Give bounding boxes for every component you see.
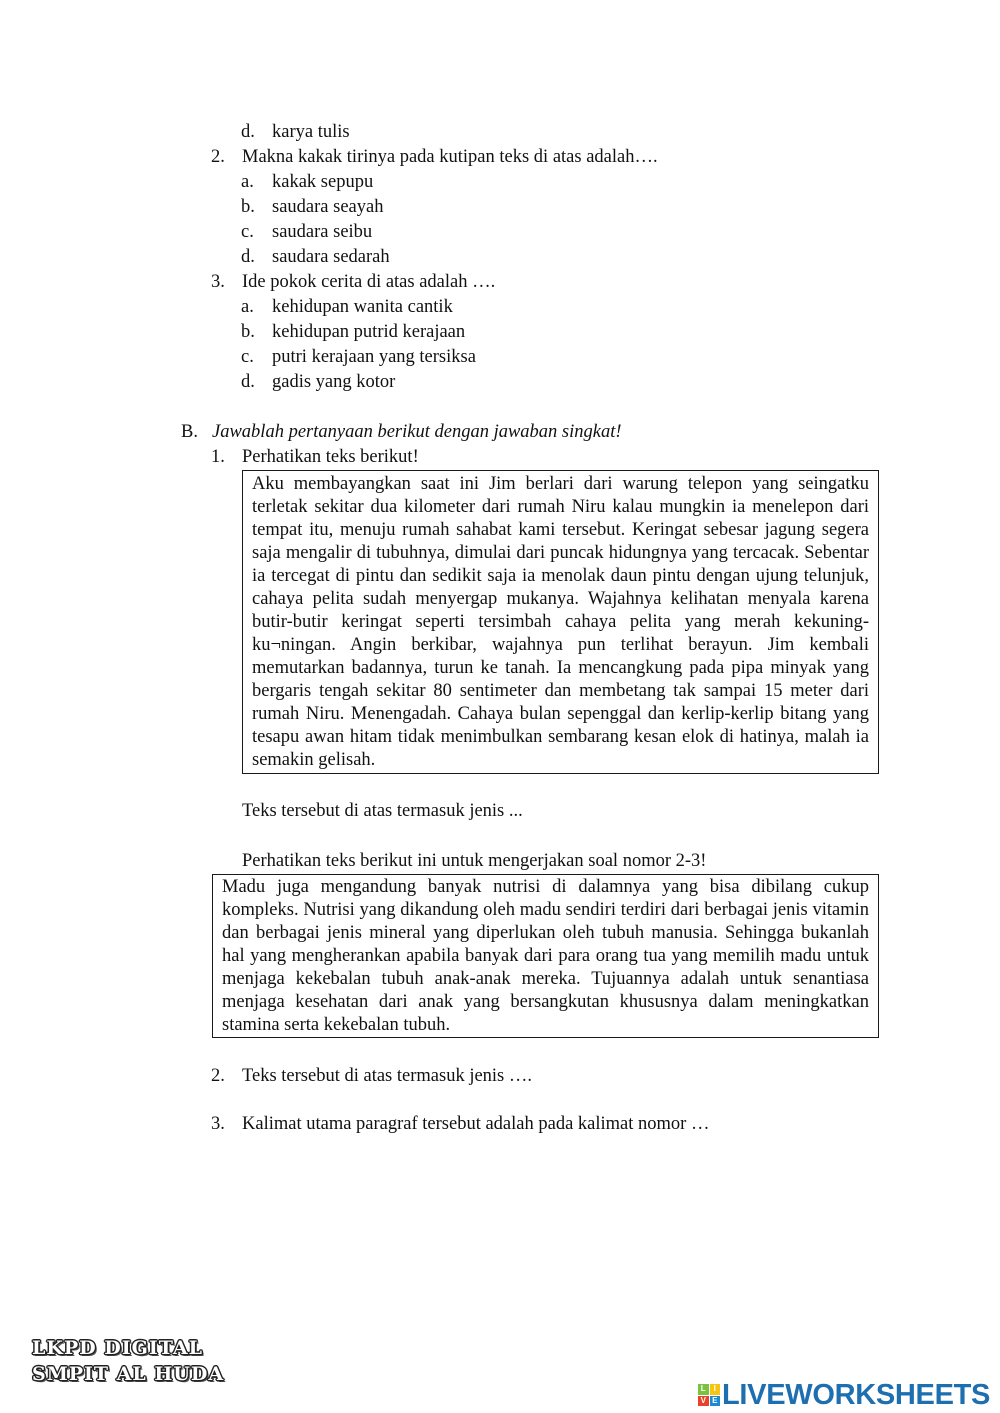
liveworksheets-wordmark: LIVEWORKSHEETS — [722, 1378, 991, 1411]
option-letter: c. — [241, 347, 254, 367]
option-text: kehidupan putrid kerajaan — [272, 322, 466, 342]
question-text: Teks tersebut di atas termasuk jenis ... — [242, 801, 523, 821]
question-number: 3. — [211, 1114, 225, 1134]
option-letter: a. — [241, 172, 254, 192]
option-text: gadis yang kotor — [272, 372, 396, 392]
option-text: kehidupan wanita cantik — [272, 297, 453, 317]
question-text: Makna kakak tirinya pada kutipan teks di atas adalah…. — [242, 147, 658, 167]
school-label-line1: LKPD DIGITAL — [32, 1337, 203, 1359]
option-letter: c. — [241, 222, 254, 242]
passage-text-1: Aku membayangkan saat ini Jim berlari dari warung telepon yang seingatku terletak sekitar dua kilometer dari rumah Niru kalau mungkin ia menelepon dari tempat itu, menuju rumah sahabat kami tersebut. Keringat sebesar jagung segera saja mengalir di tubuhnya, dimulai dari puncak hidungnya yang tercacak. Sebentar ia tercegat di pintu dan sedikit saja ia menolak daun pintu dengan ujung telunjuk, cahaya pelita sudah menyergap mukanya. Wajahnya kelihatan menyala karena butir-butir keringat seperti tersimbah cahaya pelita yang merah kekuning-ku¬ningan. Angin berkibar, wajahnya pun terlihat berayun. Jim kembali memutarkan badannya, turun ke tanah. Ia mencangkung pada pipa minyak yang bergaris tengah sekitar 80 sentimeter dan membetang tak sampai 15 meter dari rumah Niru. Menengadah. Cahaya bulan sepenggal dan kerlip-kerlip bitang yang tesapu awan hitam tidak menimbulkan sembarang kesan elok di hatinya, malah ia semakin gelisah. — [252, 474, 869, 770]
liveworksheets-logo-icon — [698, 1384, 720, 1406]
logo-letter: E — [710, 1396, 721, 1407]
section-letter: B. — [181, 422, 198, 442]
question-text: Kalimat utama paragraf tersebut adalah pada kalimat nomor … — [242, 1114, 710, 1134]
intro-questions-2-3 — [242, 849, 706, 874]
option-text: karya tulis — [272, 122, 350, 142]
option-text: kakak sepupu — [272, 172, 374, 192]
intro-text: Perhatikan teks berikut ini untuk mengerjakan soal nomor 2-3! — [242, 851, 707, 871]
option-letter: b. — [241, 322, 255, 342]
option-letter: d. — [241, 372, 255, 392]
option-letter: d. — [241, 247, 255, 267]
liveworksheets-brand — [698, 1378, 990, 1412]
option-text: putri kerajaan yang tersiksa — [272, 347, 476, 367]
option-text: saudara sedarah — [272, 247, 390, 267]
question-b1-prompt — [242, 799, 523, 824]
passage-box-2 — [212, 874, 879, 1038]
logo-letter: I — [710, 1384, 721, 1395]
logo-letter: V — [698, 1396, 709, 1407]
passage-text-2: Madu juga mengandung banyak nutrisi di dalamnya yang bisa dibilang cukup kompleks. Nutrisi yang dikandung oleh madu sendiri terdiri dari berbagai jenis vitamin dan berbagai jenis mineral yang diperlukan oleh tubuh manusia. Sehingga bukanlah hal yang mengherankan apabila banyak dari para orang tua yang memilih madu untuk menjaga kekebalan tubuh anak-anak mereka. Tujuannya adalah untuk senantiasa menjaga kesehatan dari anak yang bersangkutan khususnya dalam meningkatkan stamina serta kekebalan tubuh. — [222, 877, 869, 1035]
section-instruction: Jawablah pertanyaan berikut dengan jawaban singkat! — [212, 422, 622, 442]
question-number: 2. — [211, 1066, 225, 1086]
question-number: 1. — [211, 447, 225, 467]
question-text: Ide pokok cerita di atas adalah …. — [242, 272, 496, 292]
passage-box-1 — [242, 470, 879, 774]
question-text: Perhatikan teks berikut! — [242, 447, 419, 467]
school-label-line2: SMPIT AL HUDA — [32, 1363, 225, 1385]
logo-letter: L — [698, 1384, 709, 1395]
question-number: 3. — [211, 272, 225, 292]
option-letter: b. — [241, 197, 255, 217]
option-text: saudara seibu — [272, 222, 373, 242]
question-number: 2. — [211, 147, 225, 167]
question-text: Teks tersebut di atas termasuk jenis …. — [242, 1066, 533, 1086]
option-letter: a. — [241, 297, 254, 317]
option-text: saudara seayah — [272, 197, 384, 217]
option-letter: d. — [241, 122, 255, 142]
